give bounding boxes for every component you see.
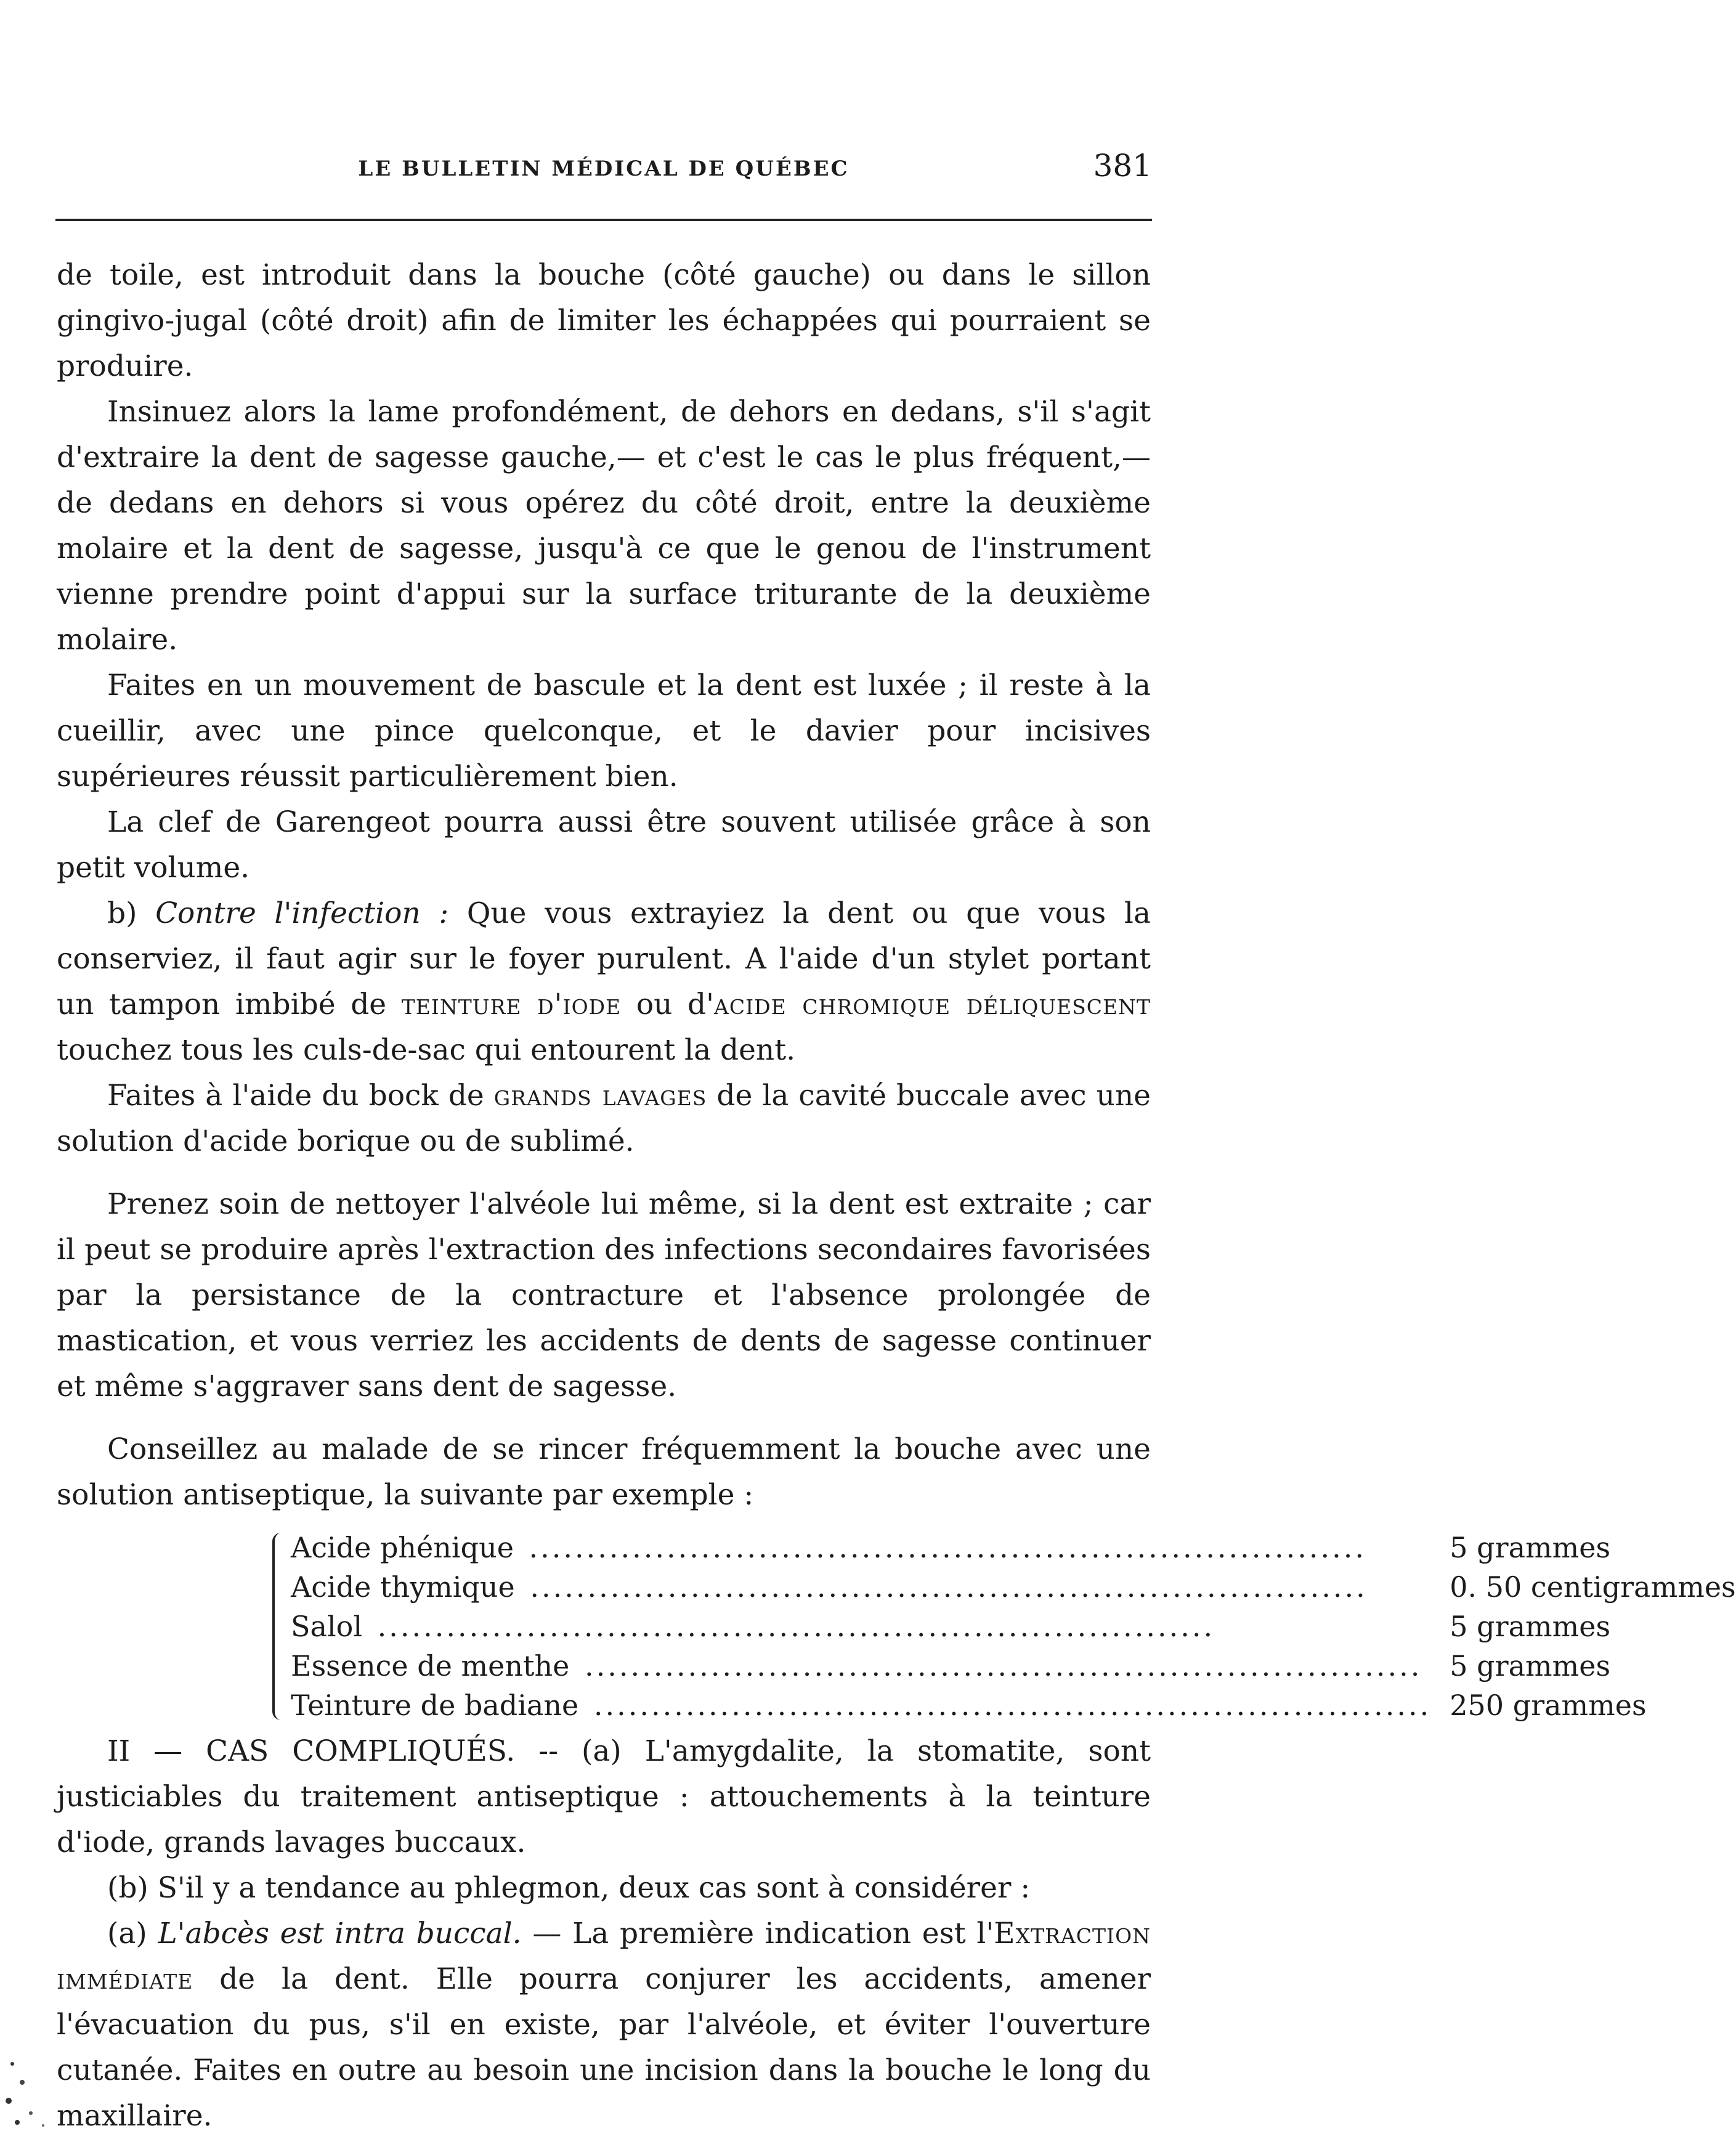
recipe-row: [291, 1567, 1736, 1607]
paragraph-10: (b) S'il y a tendance au phlegmon, deux cas sont à considérer :: [107, 1871, 1031, 1905]
p11-text2: de la dent. Elle pourra conjurer les accidents, amener l'évacuation du pus, s'il en existe, par l'alvéole, et éviter l'ouverture cutanée. Faites en outre au besoin une incision dans la bouche le long du maxillaire.: [57, 1962, 1151, 2133]
recipe-ingredient: Acide phénique: [291, 1531, 517, 1564]
recipe-ingredient: Essence de menthe: [291, 1649, 573, 1682]
p5-smallcaps-1: teinture d'iode: [401, 988, 622, 1021]
paragraph-3: Faites en un mouvement de bascule et la dent est luxée ; il reste à la cueillir, avec une pince quelconque, et le davier pour incisives supérieures réussit particulièrement bien.: [57, 668, 1151, 794]
p11-text1: — La première indication est l': [532, 1917, 994, 1950]
scan-noise-specks: [0, 2039, 74, 2133]
p5-text2: ou d': [636, 988, 715, 1021]
page-number: 381: [1093, 148, 1152, 184]
paragraph-9: II — CAS COMPLIQUÉS. -- (a) L'amygdalite, la stomatite, sont justiciables du traitement antiseptique : attouchements à la teinture d'iode, grands lavages buccaux.: [57, 1734, 1151, 1859]
recipe-brace: [272, 1533, 286, 1720]
recipe-row: [291, 1646, 1736, 1686]
p5-italic: Contre l'infection :: [155, 896, 449, 930]
recipe-quantity: 5 grammes: [1450, 1531, 1611, 1564]
recipe-row: [291, 1686, 1736, 1725]
article-body: [57, 253, 1736, 2139]
p11-prefix: (a): [107, 1917, 147, 1950]
p6-text1: Faites à l'aide du bock de: [107, 1079, 484, 1113]
running-header: [55, 148, 1152, 191]
p6-text2: de la cavité buccale avec une solution d'acide borique ou de sublimé.: [57, 1079, 1151, 1158]
paragraph-5: [57, 891, 1151, 1073]
p5-smallcaps-2: acide chromique déliquescent: [714, 988, 1151, 1021]
p11-italic: L'abcès est intra buccal.: [158, 1917, 522, 1950]
recipe-formula: [272, 1528, 1736, 1725]
recipe-ingredient: Teinture de badiane: [291, 1689, 582, 1722]
recipe-row: [291, 1528, 1736, 1567]
header-rule: [55, 219, 1152, 221]
recipe-quantity: 250 grammes: [1450, 1689, 1647, 1722]
journal-title: LE BULLETIN MÉDICAL DE QUÉBEC: [358, 156, 850, 181]
recipe-quantity: 5 grammes: [1450, 1649, 1611, 1682]
paragraph-11: [57, 1911, 1151, 2139]
p5-text1: Que vous extrayiez la dent ou que vous la conserviez, il faut agir sur le foyer purulent. A l'aide d'un stylet portant un tampon imbibé de: [57, 896, 1151, 1021]
p5-text3: touchez tous les culs-de-sac qui entourent la dent.: [57, 1033, 796, 1067]
paragraph-1: de toile, est introduit dans la bouche (côté gauche) ou dans le sillon gingivo-jugal (côté droit) afin de limiter les échappées qui pourraient se produire.: [57, 258, 1151, 383]
p6-smallcaps-1: grands lavages: [493, 1079, 707, 1113]
recipe-table: [291, 1528, 1736, 1725]
paragraph-8: Conseillez au malade de se rincer fréquemment la bouche avec une solution antiseptique, la suivante par exemple :: [57, 1432, 1151, 1512]
recipe-ingredient: Salol: [291, 1610, 366, 1643]
recipe-quantity: 0. 50 centigrammes: [1450, 1570, 1736, 1604]
recipe-row: [291, 1607, 1736, 1646]
paragraph-2: Insinuez alors la lame profondément, de dehors en dedans, s'il s'agit d'extraire la dent de sagesse gauche,— et c'est le cas le plus fréquent,—de dedans en dehors si vous opérez du côté droit, entre la deuxième molaire et la dent de sagesse, jusqu'à ce que le genou de l'instrument vienne prendre point d'appui sur la surface triturante de la deuxième molaire.: [57, 395, 1151, 657]
paragraph-6: [57, 1073, 1151, 1164]
paragraph-4: La clef de Garengeot pourra aussi être souvent utilisée grâce à son petit volume.: [57, 805, 1151, 885]
recipe-ingredient: Acide thymique: [291, 1570, 519, 1604]
p11-smallcaps-1: Extraction immédiate: [57, 1917, 1151, 1996]
paragraph-7: Prenez soin de nettoyer l'alvéole lui même, si la dent est extraite ; car il peut se produire après l'extraction des infections secondaires favorisées par la persistance de la contracture et l'absence prolongée de mastication, et vous verriez les accidents de dents de sagesse continuer et même s'aggraver sans dent de sagesse.: [57, 1187, 1151, 1403]
recipe-quantity: 5 grammes: [1450, 1610, 1611, 1643]
p5-prefix: b): [107, 896, 137, 930]
